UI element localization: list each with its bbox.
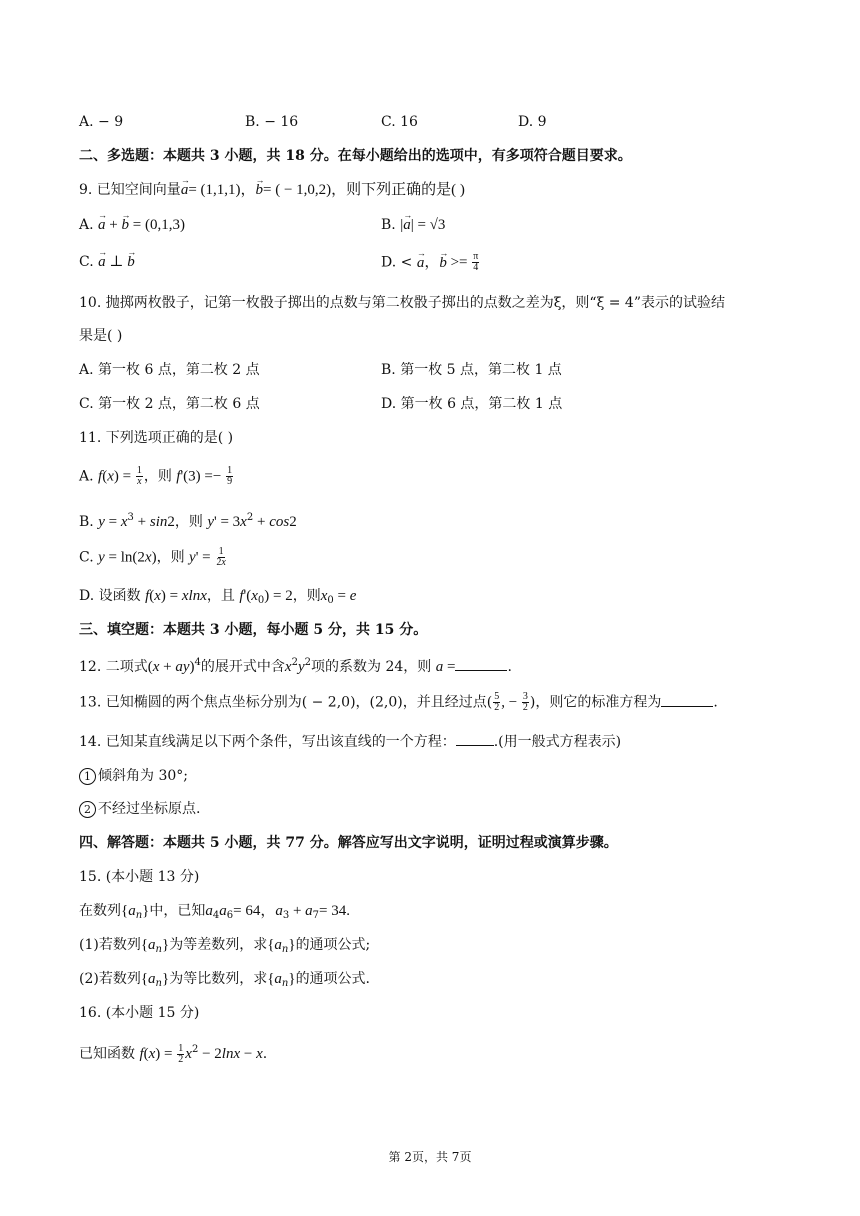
q15-part-2: (2)若数列$\{a_n\}$为等比数列，求$\{a_n\}$的通项公式. <box>79 971 371 989</box>
q10-stem-line1: 10. 抛掷两枚骰子，记第一枚骰子掷出的点数与第二枚骰子掷出的点数之差为ξ，则“ξ = 4”表示的试验结 <box>79 295 725 311</box>
q9-option-c: C. → a ⊥ → b <box>79 252 135 272</box>
page-footer: 第 2页，共 7页 <box>388 1150 472 1164</box>
q9-stem: 9. 已知空间向量→ a= (1,1,1)，→ b= ( − 1,0,2)，则下列正确的是( ) <box>79 180 465 200</box>
section-4-heading: 四、解答题：本题共 5 小题，共 77 分。解答应写出文字说明，证明过程或演算步骤。 <box>79 835 618 851</box>
q14-stem: 14. 已知某直线满足以下两个条件，写出该直线的一个方程： .(用一般式方程表示) <box>79 734 622 750</box>
q10-option-d: D. 第一枚 6 点，第二枚 1 点 <box>381 396 563 412</box>
q16-title: 16. (本小题 15 分) <box>79 1005 200 1021</box>
q14-condition-1: 1 倾斜角为 30°; <box>79 766 188 786</box>
q15-stem: 在数列$\{a_n\}$中，已知$a_4a_6= 64$，$a_3 + a_7= 34$. <box>79 903 351 921</box>
q10-option-a: A. 第一枚 6 点，第二枚 2 点 <box>79 362 260 378</box>
q16-stem: 已知函数 f(x) = $\frac{1}{2}$ $x^2 - 2\ln x - x$. <box>79 1042 268 1065</box>
q14-answer-blank <box>456 733 494 746</box>
q8-option-b: B. − 16 <box>245 114 299 130</box>
section-2-heading: 二、多选题：本题共 3 小题，共 18 分。在每小题给出的选项中，有多项符合题目要求。 <box>79 148 632 164</box>
q10-stem-line2: 果是( ) <box>79 328 123 344</box>
q11-stem: 11. 下列选项正确的是( ) <box>79 430 234 446</box>
q9-option-d: D. < → a，→ b >= $\frac{\pi}{4}$ <box>381 252 480 273</box>
q11-option-b: B. $y = x^3 + \sin 2$，则 $y' = 3x^2 + \cos 2$ <box>79 512 297 530</box>
q9-option-a: A. → a + → b = (0,1,3) <box>79 215 185 235</box>
q8-option-a: A. − 9 <box>79 114 124 130</box>
q11-option-a: A. f(x) = $\frac{1}{x}$ ，则 f'(3) =− $\frac{1}{9}$ <box>79 465 233 487</box>
q8-option-c: C. 16 <box>381 114 418 130</box>
q13-stem: 13. 已知椭圆的两个焦点坐标分别为( − 2,0)，(2,0)，并且经过点( $\frac{5}{2}$ , − $\frac{3}{2}$ )，则它的标准方程为 . <box>79 691 718 713</box>
q12-stem: 12. 二项式(x + ay)$^4$的展开式中含$x^2y^2$项的系数为 24，则 a = . <box>79 657 512 675</box>
q15-title: 15. (本小题 13 分) <box>79 869 200 885</box>
q10-option-b: B. 第一枚 5 点，第二枚 1 点 <box>381 362 562 378</box>
section-3-heading: 三、填空题：本题共 3 小题，每小题 5 分，共 15 分。 <box>79 622 428 638</box>
q11-option-d: D. 设函数 f(x) = xlnx，且 $f'(x_0) = 2$，则$x_0 = e$ <box>79 588 357 606</box>
q8-option-d: D. 9 <box>518 114 547 130</box>
q12-answer-blank <box>455 658 507 671</box>
q14-condition-2: 2 不经过坐标原点. <box>79 799 200 819</box>
q13-answer-blank <box>661 694 713 707</box>
q11-option-c: C. y = ln(2x)，则 y' = $\frac{1}{2x}$ <box>79 546 226 568</box>
q9-option-b: B. |→ a| = √3 <box>381 215 445 235</box>
q15-part-1: (1)若数列$\{a_n\}$为等差数列，求$\{a_n\}$的通项公式; <box>79 937 371 955</box>
q10-option-c: C. 第一枚 2 点，第二枚 6 点 <box>79 396 260 412</box>
